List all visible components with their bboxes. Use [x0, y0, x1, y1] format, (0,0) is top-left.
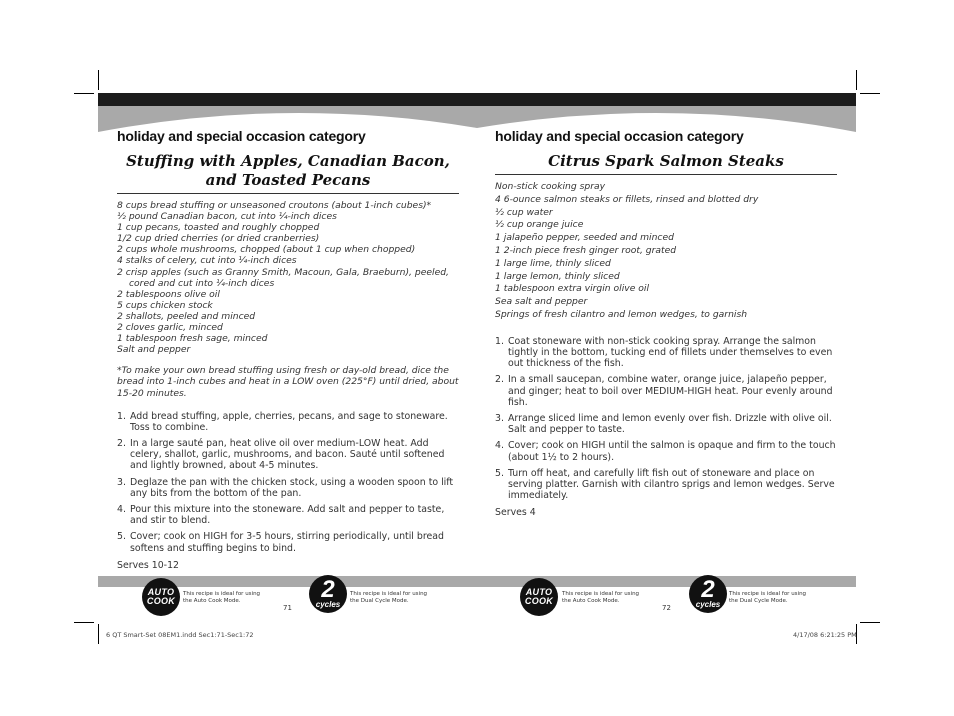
footer-gray-band	[98, 576, 856, 587]
crop-mark	[856, 70, 857, 90]
ingredient-item: 2 cups whole mushrooms, chopped (about 1 cup when chopped)	[117, 244, 416, 256]
step-item: 1. Coat stoneware with non-stick cooking spray. Arrange the salmon tightly in the bottom, tucking end of fillets under themselves to even out thickness of the fish.	[495, 335, 833, 370]
auto-cook-icon: AUTO COOK	[520, 578, 558, 616]
ingredient-item: 1 large lime, thinly sliced	[495, 257, 611, 269]
ingredient-item: 2 tablespoons olive oil	[117, 288, 220, 300]
ingredient-item: 2 shallots, peeled and minced	[117, 310, 256, 322]
crop-mark	[74, 93, 94, 94]
title-rule	[117, 193, 459, 194]
step-list	[495, 336, 837, 502]
ingredient-item: Sea salt and pepper	[495, 296, 588, 308]
ingredient-item: 1 2-inch piece fresh ginger root, grated	[495, 244, 677, 256]
page-number: 72	[662, 604, 671, 612]
recipe-title: Citrus Spark Salmon Steaks	[548, 152, 784, 170]
step-item: 1. Add bread stuffing, apple, cherries, pecans, and sage to stoneware. Toss to combine.	[117, 410, 448, 433]
crop-mark	[860, 622, 880, 623]
step-list	[117, 411, 459, 554]
ingredient-item: ½ cup water	[495, 206, 553, 218]
ingredient-item: ½ pound Canadian bacon, cut into ¼-inch dices	[117, 211, 337, 223]
crop-mark	[860, 93, 880, 94]
ingredient-item: Springs of fresh cilantro and lemon wedges, to garnish	[495, 308, 748, 320]
slug-filename: 6 QT Smart-Set 08EM1.indd Sec1:71-Sec1:72	[106, 631, 254, 639]
recipe-title: Stuffing with Apples, Canadian Bacon, and Toasted Pecans	[126, 152, 450, 189]
ingredient-item: 1 cup pecans, toasted and roughly chopped	[117, 222, 320, 234]
page-number: 71	[283, 604, 292, 612]
ingredient-item: 1/2 cup dried cherries (or dried cranberries)	[117, 233, 320, 245]
category-heading: holiday and special occasion category	[495, 128, 744, 144]
crop-mark	[98, 70, 99, 90]
title-rule	[495, 174, 837, 175]
slug-date: 4/17/08 6:21:25 PM	[793, 631, 857, 639]
serves-text: Serves 10-12	[117, 559, 179, 571]
step-item: 3. Deglaze the pan with the chicken stock, using a wooden spoon to lift any bits from the bottom of the pan.	[117, 476, 454, 499]
dual-cycle-note: This recipe is ideal for using the Dual Cycle Mode.	[729, 591, 807, 604]
dual-cycle-icon: 2 cycles	[309, 575, 347, 613]
ingredient-item: 1 tablespoon extra virgin olive oil	[495, 283, 650, 295]
ingredient-item: Salt and pepper	[117, 344, 191, 356]
serves-text: Serves 4	[495, 507, 536, 519]
dual-cycle-note: This recipe is ideal for using the Dual Cycle Mode.	[350, 591, 428, 604]
header-dark-band	[98, 93, 856, 106]
ingredient-list	[495, 181, 837, 322]
ingredient-item: 1 jalapeño pepper, seeded and minced	[495, 232, 674, 244]
ingredient-item: 2 crisp apples (such as Granny Smith, Macoun, Gala, Braeburn), peeled, cored and cut into ¼-inch dices	[117, 266, 449, 289]
step-item: 3. Arrange sliced lime and lemon evenly over fish. Drizzle with olive oil. Salt and pepper to taste.	[495, 412, 832, 436]
ingredient-item: Non-stick cooking spray	[495, 181, 606, 192]
ingredient-item: 2 cloves garlic, minced	[117, 322, 223, 334]
auto-cook-icon: AUTO COOK	[142, 578, 180, 616]
ingredient-item: 4 6-ounce salmon steaks or fillets, rinsed and blotted dry	[495, 193, 759, 205]
ingredient-item: 8 cups bread stuffing or unseasoned croutons (about 1-inch cubes)*	[117, 200, 432, 211]
category-heading: holiday and special occasion category	[117, 128, 366, 144]
step-item: 2. In a small saucepan, combine water, orange juice, jalapeño pepper, and ginger; heat to boil over MEDIUM-HIGH heat. Pour evenly around fish.	[495, 374, 833, 408]
ingredient-item: 1 tablespoon fresh sage, minced	[117, 333, 268, 345]
step-item: 5. Cover; cook on HIGH for 3-5 hours, stirring periodically, until bread softens and stuffing begins to bind.	[117, 531, 444, 554]
step-item: 5. Turn off heat, and carefully lift fish out of stoneware and place on serving platter. Garnish with cilantro sprigs and lemon wedges. Serve immediately.	[495, 467, 835, 502]
auto-cook-note: This recipe is ideal for using the Auto Cook Mode.	[562, 591, 640, 604]
auto-cook-note: This recipe is ideal for using the Auto Cook Mode.	[183, 591, 261, 604]
ingredient-item: 1 large lemon, thinly sliced	[495, 270, 620, 282]
crop-mark	[74, 622, 94, 623]
recipe-note: *To make your own bread stuffing using fresh or day-old bread, dice the bread into 1-inch cubes and heat in a LOW oven (225°F) until dried, about 15-20 minutes.	[117, 365, 459, 399]
left-page	[117, 128, 459, 571]
ingredient-item: 4 stalks of celery, cut into ¼-inch dices	[117, 255, 297, 267]
ingredient-item: 5 cups chicken stock	[117, 299, 213, 311]
step-item: 4. Pour this mixture into the stoneware. Add salt and pepper to taste, and stir to blend.	[117, 504, 445, 527]
step-item: 2. In a large sauté pan, heat olive oil over medium-LOW heat. Add celery, shallot, garlic, mushrooms, and bacon. Sauté until softened and lightly browned, about 4-5 minutes.	[117, 438, 445, 472]
crop-mark	[98, 624, 99, 644]
ingredient-list	[117, 200, 459, 355]
right-page	[495, 128, 837, 518]
step-item: 4. Cover; cook on HIGH until the salmon is opaque and firm to the touch (about 1½ to 2 hours).	[495, 440, 836, 463]
dual-cycle-icon: 2 cycles	[689, 575, 727, 613]
ingredient-item: ½ cup orange juice	[495, 219, 584, 231]
